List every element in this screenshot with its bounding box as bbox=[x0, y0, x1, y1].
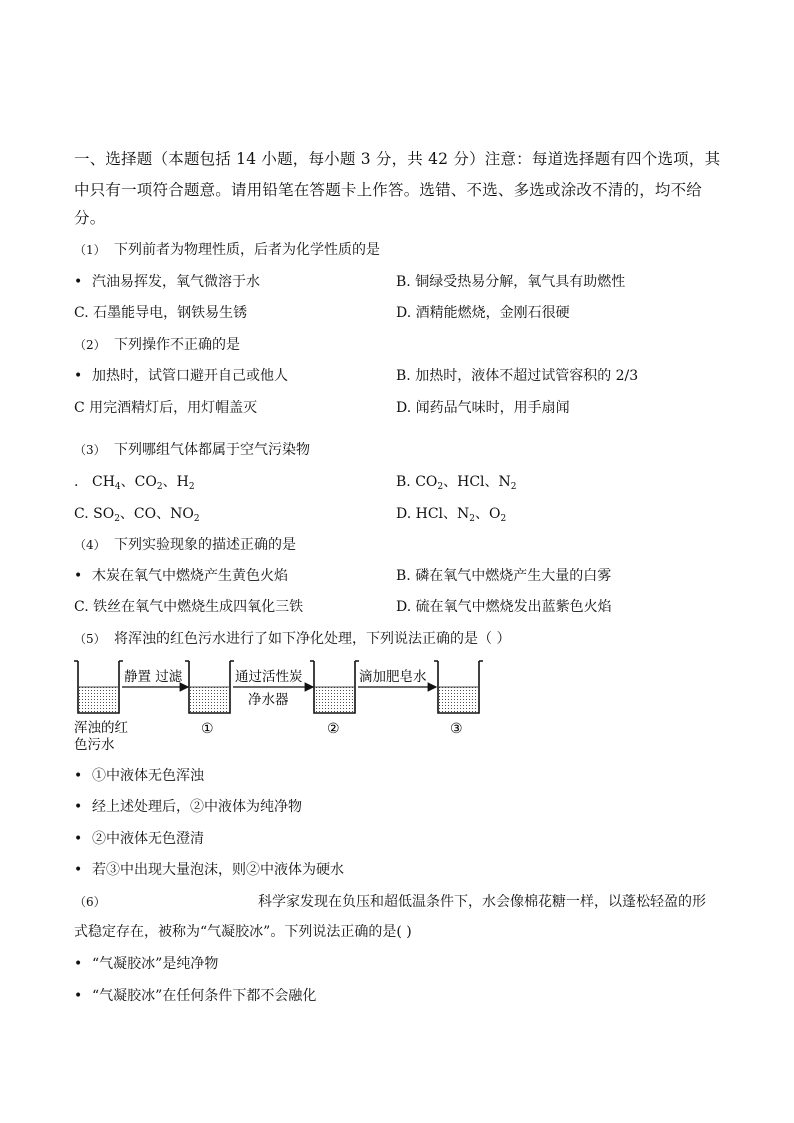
question-text: 下列操作不正确的是 bbox=[114, 337, 240, 353]
bullet-icon: • bbox=[74, 988, 83, 1004]
bullet-icon: • bbox=[74, 956, 83, 972]
beaker-3 bbox=[434, 661, 483, 713]
q5-option-a bbox=[74, 765, 204, 785]
q5-option-d bbox=[74, 859, 344, 879]
subscript: 2 bbox=[510, 482, 517, 492]
question-5-stem bbox=[74, 628, 510, 648]
q2-option-b: B. 加热时，液体不超过试管容积的 2/3 bbox=[396, 368, 639, 384]
option-text: ②中液体无色澄清 bbox=[92, 831, 204, 847]
beaker-0-label-line-2: 色污水 bbox=[74, 737, 115, 753]
q3-option-b bbox=[396, 471, 517, 492]
formula-part: CH bbox=[92, 474, 115, 490]
bullet-icon: • bbox=[74, 568, 83, 584]
bullet-icon: • bbox=[74, 831, 83, 847]
question-number: （3） bbox=[74, 443, 106, 457]
q4-option-a bbox=[74, 565, 288, 585]
subscript: 4 bbox=[114, 482, 121, 492]
question-number: （5） bbox=[74, 632, 106, 646]
option-text: 经上述处理后，②中液体为纯净物 bbox=[92, 799, 302, 815]
q4-option-b: B. 磷在氧气中燃烧产生大量的白雾 bbox=[396, 568, 612, 584]
beaker-0-label-line-1: 浑浊的红 bbox=[74, 720, 128, 736]
subscript: 2 bbox=[469, 514, 476, 524]
q6-option-a bbox=[74, 953, 218, 973]
formula-part: C. SO bbox=[74, 506, 115, 522]
section-heading-line-2: 中只有一项符合题意。请用铅笔在答题卡上作答。选错、不选、多选或涂改不清的，均不给 bbox=[74, 181, 703, 199]
formula-part: 、CO bbox=[120, 474, 157, 490]
subscript: 2 bbox=[437, 482, 444, 492]
beaker-2 bbox=[310, 661, 359, 713]
question-text: 下列实验现象的描述正确的是 bbox=[114, 537, 296, 553]
option-text: 加热时，试管口避开自己或他人 bbox=[92, 368, 288, 384]
q5-option-c bbox=[74, 828, 204, 848]
step-1-label: 静置 过滤 bbox=[124, 669, 183, 685]
step-3-label: 滴加肥皂水 bbox=[359, 669, 427, 685]
q3-option-a bbox=[74, 471, 195, 492]
q5-option-b bbox=[74, 796, 302, 816]
option-text: ①中液体无色浑浊 bbox=[92, 768, 204, 784]
subscript: 2 bbox=[188, 482, 195, 492]
option-text: 汽油易挥发，氧气微溶于水 bbox=[92, 274, 260, 290]
q2-option-d: D. 闻药品气味时，用手扇闻 bbox=[396, 400, 570, 416]
q4-option-c: C. 铁丝在氧气中燃烧生成四氧化三铁 bbox=[74, 599, 304, 615]
question-4-stem bbox=[74, 534, 296, 554]
question-text: 科学家发现在负压和超低温条件下，水会像棉花糖一样，以蓬松轻盈的形 bbox=[258, 894, 706, 910]
bullet-icon: • bbox=[74, 862, 83, 878]
q1-option-b: B. 铜绿受热易分解，氧气具有助燃性 bbox=[396, 274, 626, 290]
section-heading-line-1: 一、选择题（本题包括 14 小题，每小题 3 分，共 42 分）注意：每道选择题有四个选项，其 bbox=[74, 150, 721, 168]
bullet-icon: • bbox=[74, 274, 83, 290]
question-number: （2） bbox=[74, 338, 106, 352]
formula-part: 、CO、NO bbox=[119, 506, 194, 522]
q6-option-b bbox=[74, 985, 316, 1005]
subscript: 2 bbox=[500, 514, 507, 524]
question-text: 将浑浊的红色污水进行了如下净化处理，下列说法正确的是（ ） bbox=[114, 631, 511, 647]
beaker-1 bbox=[185, 661, 234, 713]
subscript: 2 bbox=[156, 482, 163, 492]
formula-part: 、H bbox=[162, 474, 189, 490]
bullet-dot-icon: . bbox=[74, 474, 79, 490]
q3-option-d bbox=[396, 503, 506, 524]
option-text: 木炭在氧气中燃烧产生黄色火焰 bbox=[92, 568, 288, 584]
formula-part: 、HCl、N bbox=[443, 474, 511, 490]
bullet-icon: • bbox=[74, 368, 83, 384]
formula-part: B. CO bbox=[396, 474, 438, 490]
question-text: 下列哪组气体都属于空气污染物 bbox=[114, 442, 310, 458]
q2-option-a bbox=[74, 365, 288, 385]
beaker-1-label: ① bbox=[201, 721, 214, 737]
q1-option-c: C. 石墨能导电，钢铁易生锈 bbox=[74, 305, 248, 321]
question-text: 下列前者为物理性质，后者为化学性质的是 bbox=[114, 242, 380, 258]
question-number: （4） bbox=[74, 538, 106, 552]
q1-option-a bbox=[74, 271, 260, 291]
beaker-2-label: ② bbox=[327, 721, 340, 737]
question-1-stem bbox=[74, 239, 380, 259]
q2-option-c: C 用完酒精灯后，用灯帽盖灭 bbox=[74, 400, 258, 416]
step-2-label-line-1: 通过活性炭 bbox=[235, 669, 303, 685]
formula-part: 、O bbox=[475, 506, 501, 522]
beaker-muddy-water bbox=[74, 661, 123, 713]
question-2-stem bbox=[74, 334, 240, 354]
subscript: 2 bbox=[114, 514, 120, 524]
subscript: 2 bbox=[193, 514, 200, 524]
option-text: “气凝胶冰”在任何条件下都不会融化 bbox=[92, 988, 317, 1004]
beaker-3-label: ③ bbox=[450, 721, 463, 737]
question-6-stem bbox=[74, 891, 706, 911]
question-number: （6） bbox=[74, 895, 106, 909]
q1-option-d: D. 酒精能燃烧，金刚石很硬 bbox=[396, 305, 570, 321]
question-6-stem-line-2: 式稳定存在，被称为“气凝胶冰”。下列说法正确的是( ) bbox=[74, 924, 412, 940]
water-purification-diagram bbox=[72, 656, 492, 756]
bullet-icon: • bbox=[74, 799, 83, 815]
section-heading-line-3: 分。 bbox=[74, 209, 106, 227]
question-number: （1） bbox=[74, 243, 106, 257]
option-text: “气凝胶冰”是纯净物 bbox=[92, 956, 219, 972]
option-text: 若③中出现大量泡沫，则②中液体为硬水 bbox=[92, 862, 344, 878]
question-3-stem bbox=[74, 439, 310, 459]
formula-part: D. HCl、N bbox=[396, 506, 470, 522]
q3-option-c bbox=[74, 503, 200, 524]
bullet-icon: • bbox=[74, 768, 83, 784]
step-2-label-line-2: 净水器 bbox=[248, 692, 289, 708]
q4-option-d: D. 硫在氧气中燃烧发出蓝紫色火焰 bbox=[396, 599, 612, 615]
